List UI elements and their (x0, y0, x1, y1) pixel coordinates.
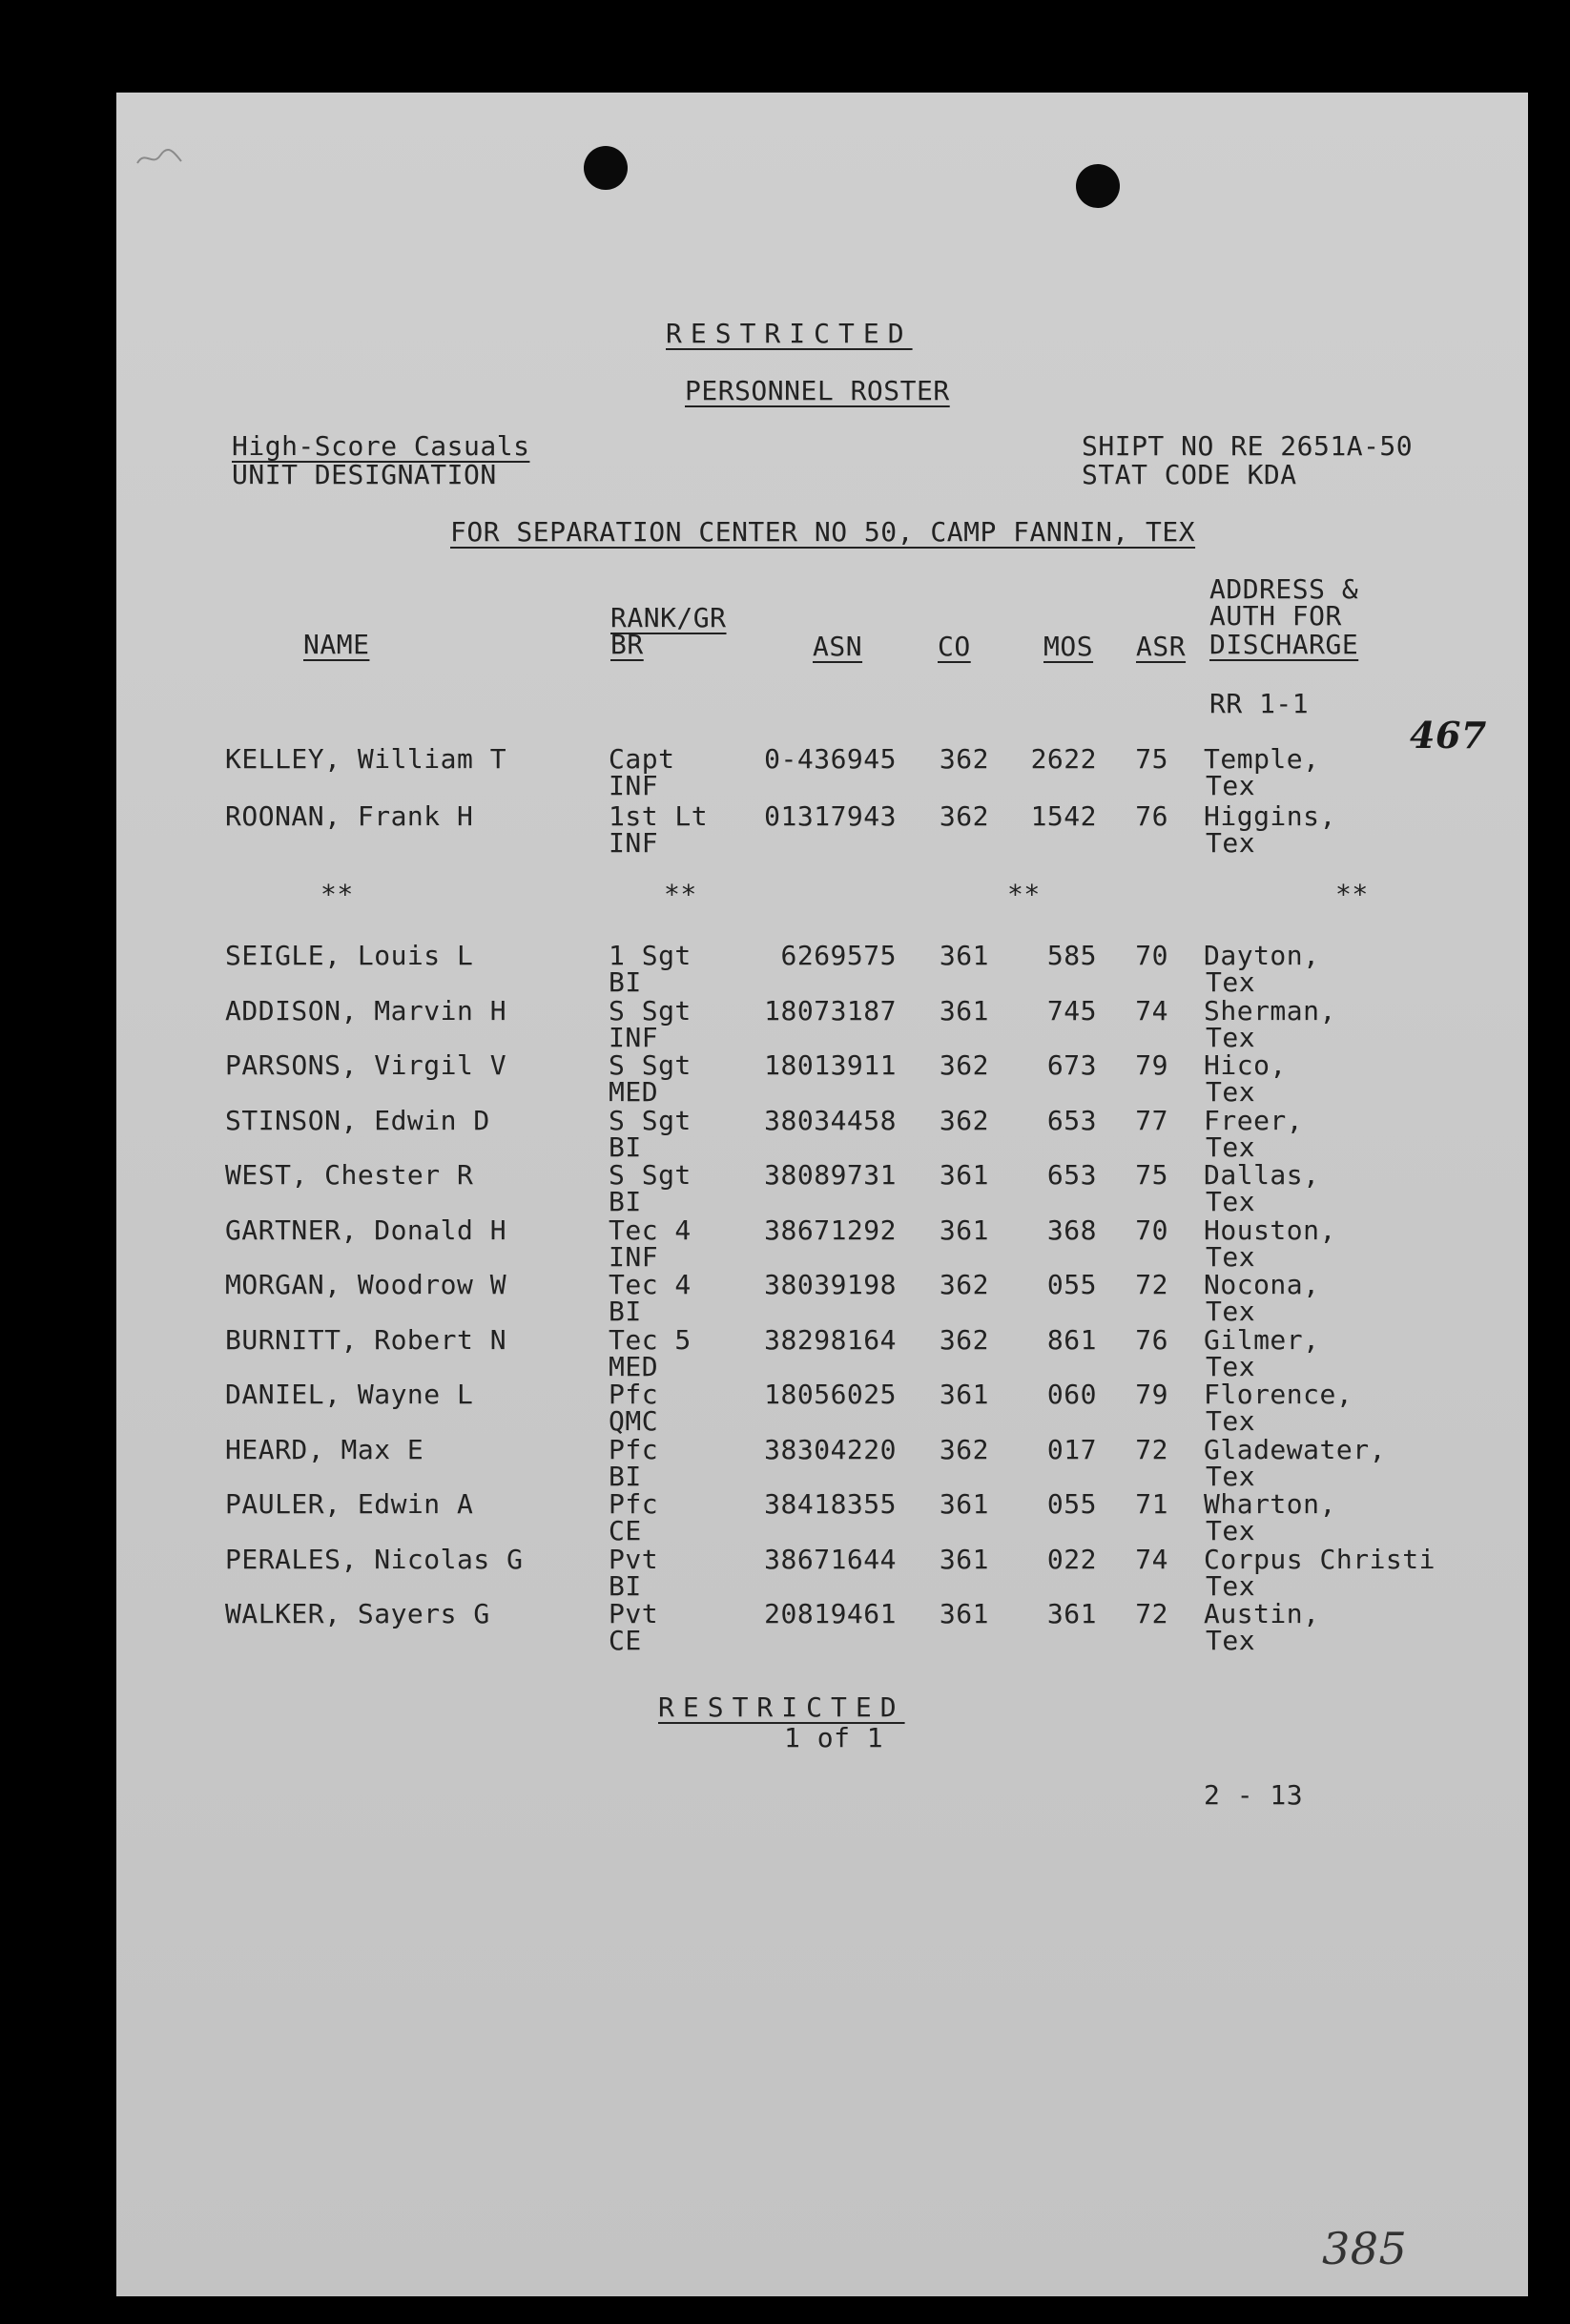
person-state: Tex (1206, 1186, 1256, 1217)
person-co: 361 (939, 1159, 989, 1191)
person-city: Gladewater, (1204, 1433, 1386, 1465)
person-city: Florence, (1204, 1379, 1353, 1410)
person-rank: 1 Sgt (609, 940, 692, 971)
person-name: STINSON, Edwin D (225, 1104, 490, 1136)
person-co: 362 (939, 1433, 989, 1465)
roster-row (0, 743, 1570, 803)
person-name: KELLEY, William T (225, 743, 507, 775)
person-asn: 38039198 (764, 1269, 897, 1300)
person-asr: 76 (1135, 800, 1168, 832)
person-state: Tex (1206, 1569, 1256, 1602)
person-co: 361 (939, 1598, 989, 1629)
person-city: Sherman, (1204, 994, 1336, 1027)
person-asn: 01317943 (764, 800, 897, 832)
person-mos: 055 (1046, 1269, 1097, 1300)
person-state: Tex (1206, 1131, 1256, 1163)
person-asn: 38671644 (764, 1543, 897, 1575)
person-city: Austin, (1204, 1598, 1320, 1629)
person-mos: 060 (1046, 1379, 1097, 1410)
person-state: Tex (1206, 1460, 1256, 1492)
person-co: 362 (939, 743, 989, 775)
person-mos: 2622 (1030, 743, 1097, 775)
separator-3: ** (1007, 879, 1041, 910)
person-state: Tex (1206, 827, 1256, 859)
person-asr: 77 (1135, 1104, 1168, 1136)
person-city: Gilmer, (1204, 1323, 1320, 1356)
person-name: WALKER, Sayers G (225, 1598, 490, 1629)
person-co: 361 (939, 940, 989, 971)
person-city: Wharton, (1204, 1488, 1336, 1520)
person-asn: 20819461 (764, 1598, 897, 1629)
roster-row (0, 940, 1570, 1000)
person-branch: INF (609, 770, 659, 801)
person-city: Nocona, (1204, 1269, 1320, 1300)
person-rank: Tec 5 (609, 1323, 692, 1356)
person-asn: 38298164 (764, 1323, 897, 1356)
person-mos: 673 (1046, 1049, 1097, 1081)
roster-row (0, 1049, 1570, 1110)
person-name: DANIEL, Wayne L (225, 1379, 474, 1410)
person-mos: 653 (1046, 1104, 1097, 1136)
roster-row (0, 800, 1570, 861)
person-branch: INF (609, 1240, 659, 1273)
person-co: 361 (939, 1214, 989, 1246)
person-co: 362 (939, 1104, 989, 1136)
person-name: MORGAN, Woodrow W (225, 1269, 507, 1300)
person-name: WEST, Chester R (225, 1159, 474, 1191)
shipment-number: SHIPT NO RE 2651A-50 (1082, 430, 1414, 462)
person-rank: Tec 4 (609, 1269, 692, 1300)
person-asn: 38418355 (764, 1488, 897, 1520)
roster-row (0, 1381, 1570, 1439)
person-name: ROONAN, Frank H (225, 800, 474, 832)
col-mos: MOS (1043, 631, 1094, 662)
person-co: 361 (939, 994, 989, 1027)
person-state: Tex (1206, 1076, 1256, 1108)
authority-ref: RR 1-1 (1209, 688, 1310, 719)
person-name: ADDISON, Marvin H (225, 994, 507, 1027)
person-state: Tex (1206, 966, 1256, 998)
person-asr: 70 (1135, 1214, 1168, 1246)
person-rank: S Sgt (609, 994, 692, 1027)
person-co: 361 (939, 1488, 989, 1520)
roster-row (0, 1433, 1570, 1494)
person-state: Tex (1206, 770, 1256, 801)
person-branch: BI (609, 1569, 642, 1602)
person-rank: Pfc (609, 1433, 659, 1465)
person-asn: 38089731 (764, 1159, 897, 1191)
separator-2: ** (664, 879, 697, 910)
separator-1: ** (320, 879, 354, 910)
person-city: Higgins, (1204, 800, 1336, 832)
form-title: PERSONNEL ROSTER (685, 375, 950, 406)
person-rank: Pfc (609, 1379, 659, 1410)
person-branch: BI (609, 1460, 642, 1492)
person-mos: 861 (1046, 1323, 1097, 1356)
person-mos: 022 (1046, 1543, 1097, 1575)
person-asn: 38304220 (764, 1433, 897, 1465)
person-asr: 71 (1135, 1488, 1168, 1520)
person-rank: S Sgt (609, 1049, 692, 1081)
person-asr: 79 (1135, 1379, 1168, 1410)
roster-row (0, 1323, 1570, 1384)
person-name: GARTNER, Donald H (225, 1214, 507, 1246)
person-branch: BI (609, 1131, 642, 1163)
roster-row (0, 1269, 1570, 1329)
person-asn: 18013911 (764, 1049, 897, 1081)
person-rank: Capt (609, 743, 675, 775)
page-count: 1 of 1 (784, 1722, 884, 1753)
destination-line: FOR SEPARATION CENTER NO 50, CAMP FANNIN, TEX (450, 516, 1196, 548)
col-address-3: DISCHARGE (1209, 629, 1359, 660)
person-co: 362 (939, 1049, 989, 1081)
footer-ref: 2 - 13 (1204, 1779, 1304, 1811)
unit-designation-label: UNIT DESIGNATION (232, 459, 497, 490)
person-city: Hico, (1204, 1049, 1287, 1081)
person-city: Dayton, (1204, 940, 1320, 971)
person-asn: 38671292 (764, 1214, 897, 1246)
person-state: Tex (1206, 1296, 1256, 1327)
person-branch: INF (609, 827, 659, 859)
person-branch: BI (609, 966, 642, 998)
person-rank: 1st Lt (609, 800, 709, 832)
person-co: 362 (939, 1323, 989, 1356)
unit-name: High-Score Casuals (232, 430, 530, 462)
person-branch: BI (609, 1186, 642, 1217)
person-mos: 653 (1046, 1159, 1097, 1191)
person-co: 361 (939, 1543, 989, 1575)
col-rank: RANK/GR (610, 602, 727, 633)
roster-row (0, 1159, 1570, 1219)
roster-row (0, 1214, 1570, 1275)
person-name: BURNITT, Robert N (225, 1323, 507, 1356)
person-asr: 72 (1135, 1269, 1168, 1300)
roster-row (0, 1598, 1570, 1658)
punch-hole-left (584, 146, 628, 190)
person-city: Corpus Christi (1204, 1543, 1436, 1575)
person-city: Dallas, (1204, 1159, 1320, 1191)
person-mos: 585 (1046, 940, 1097, 971)
restricted-footer: RESTRICTED (658, 1691, 905, 1723)
person-rank: Tec 4 (609, 1214, 692, 1246)
person-asr: 75 (1135, 1159, 1168, 1191)
person-name: PERALES, Nicolas G (225, 1543, 524, 1575)
person-asr: 70 (1135, 940, 1168, 971)
person-co: 362 (939, 1269, 989, 1300)
person-branch: CE (609, 1515, 642, 1546)
person-asr: 76 (1135, 1323, 1168, 1356)
person-asr: 74 (1135, 994, 1168, 1027)
person-asn: 0-436945 (764, 743, 897, 775)
person-branch: CE (609, 1625, 642, 1656)
person-asr: 72 (1135, 1433, 1168, 1465)
person-co: 362 (939, 800, 989, 832)
roster-row (0, 1543, 1570, 1604)
person-city: Houston, (1204, 1214, 1336, 1246)
person-asr: 75 (1135, 743, 1168, 775)
person-city: Temple, (1204, 743, 1320, 775)
col-address-2: AUTH FOR (1209, 600, 1342, 632)
person-co: 361 (939, 1379, 989, 1410)
person-state: Tex (1206, 1405, 1256, 1437)
restricted-header: RESTRICTED (666, 318, 913, 349)
pencil-scribble-icon (135, 142, 193, 171)
col-co: CO (938, 631, 971, 662)
person-state: Tex (1206, 1350, 1256, 1382)
roster-row (0, 1488, 1570, 1548)
person-name: SEIGLE, Louis L (225, 940, 474, 971)
person-name: PAULER, Edwin A (225, 1488, 474, 1520)
page-stamp-number: 467 (1410, 714, 1487, 757)
person-rank: Pvt (609, 1598, 659, 1629)
person-asn: 18056025 (764, 1379, 897, 1410)
person-mos: 745 (1046, 994, 1097, 1027)
roster-row (0, 1104, 1570, 1165)
person-branch: MED (609, 1350, 659, 1382)
col-asn: ASN (813, 631, 863, 662)
stat-code: STAT CODE KDA (1082, 459, 1297, 490)
punch-hole-right (1076, 164, 1120, 208)
person-branch: MED (609, 1076, 659, 1108)
person-rank: Pfc (609, 1488, 659, 1520)
person-branch: QMC (609, 1405, 659, 1437)
roster-row (0, 994, 1570, 1055)
person-state: Tex (1206, 1240, 1256, 1273)
col-asr: ASR (1136, 631, 1187, 662)
person-rank: Pvt (609, 1543, 659, 1575)
handwritten-number: 385 (1322, 2223, 1408, 2274)
person-name: HEARD, Max E (225, 1433, 424, 1465)
col-address-1: ADDRESS & (1209, 573, 1359, 605)
separator-4: ** (1335, 879, 1369, 910)
person-mos: 1542 (1030, 800, 1097, 832)
person-mos: 361 (1046, 1598, 1097, 1629)
person-state: Tex (1206, 1021, 1256, 1053)
col-name: NAME (303, 629, 370, 660)
person-asn: 38034458 (764, 1104, 897, 1136)
person-mos: 055 (1046, 1488, 1097, 1520)
person-mos: 368 (1046, 1214, 1097, 1246)
person-asr: 79 (1135, 1049, 1168, 1081)
person-rank: S Sgt (609, 1159, 692, 1191)
person-asn: 6269575 (780, 940, 897, 971)
person-rank: S Sgt (609, 1104, 692, 1136)
person-name: PARSONS, Virgil V (225, 1049, 507, 1081)
person-branch: INF (609, 1021, 659, 1053)
person-asn: 18073187 (764, 994, 897, 1027)
col-branch: BR (610, 629, 644, 660)
person-city: Freer, (1204, 1104, 1304, 1136)
person-mos: 017 (1046, 1433, 1097, 1465)
person-asr: 72 (1135, 1598, 1168, 1629)
person-state: Tex (1206, 1625, 1256, 1656)
person-asr: 74 (1135, 1543, 1168, 1575)
person-branch: BI (609, 1296, 642, 1327)
person-state: Tex (1206, 1515, 1256, 1546)
